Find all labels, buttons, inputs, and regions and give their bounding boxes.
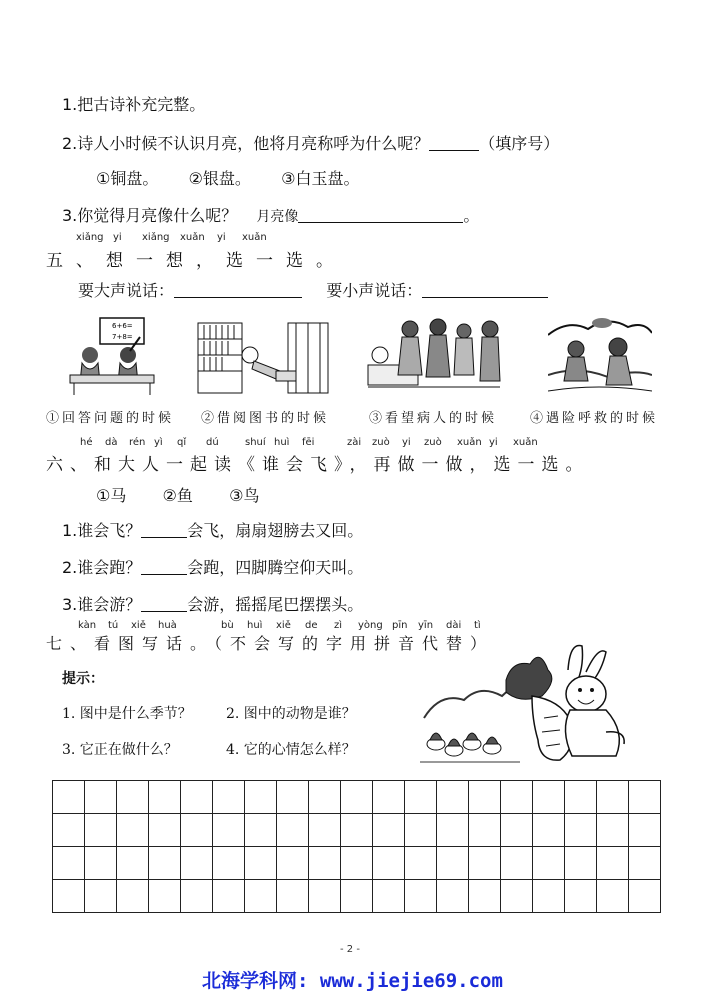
grid-cell[interactable] [181, 814, 213, 847]
who-swims-prefix: 3.谁会游？ [62, 595, 142, 614]
grid-cell[interactable] [341, 880, 373, 913]
caption-answering: ①回答问题的时候 [46, 411, 175, 426]
tip-4: 4. 它的心情怎么样？ [226, 742, 356, 758]
pinyin: xiě [131, 620, 146, 631]
grid-cell[interactable] [405, 814, 437, 847]
grid-cell[interactable] [245, 814, 277, 847]
grid-cell[interactable] [565, 880, 597, 913]
pinyin: zuò [424, 437, 442, 448]
grid-cell[interactable] [53, 847, 85, 880]
grid-cell[interactable] [629, 880, 661, 913]
rabbit-carrot-picture [420, 640, 634, 770]
poem-question-2 [62, 131, 559, 154]
grid-cell[interactable] [117, 880, 149, 913]
grid-cell[interactable] [565, 847, 597, 880]
grid-cell[interactable] [437, 880, 469, 913]
grid-cell[interactable] [277, 880, 309, 913]
answering-question-picture [60, 315, 160, 395]
grid-cell[interactable] [149, 814, 181, 847]
pinyin: yi [489, 437, 498, 448]
pinyin: zài [347, 437, 362, 448]
grid-cell[interactable] [117, 847, 149, 880]
who-flies-prefix: 1.谁会飞？ [62, 521, 142, 540]
grid-cell[interactable] [245, 781, 277, 814]
footer-site[interactable]: 北海学科网: www.jiejie69.com [202, 970, 503, 992]
grid-cell[interactable] [85, 781, 117, 814]
answer-blank-runs[interactable] [141, 558, 187, 575]
answer-blank-q3[interactable] [298, 206, 463, 223]
grid-cell[interactable] [277, 814, 309, 847]
grid-cell[interactable] [597, 814, 629, 847]
grid-cell[interactable] [437, 781, 469, 814]
moon-like-prefix: 月亮像 [256, 209, 299, 225]
grid-cell[interactable] [309, 847, 341, 880]
poem-question-2-text: 2.诗人小时候不认识月亮，他将月亮称呼为什么呢？ [62, 134, 430, 153]
pinyin: huì [247, 620, 263, 631]
grid-cell[interactable] [53, 781, 85, 814]
grid-cell[interactable] [341, 781, 373, 814]
poem-question-2-tail: （填序号） [479, 134, 560, 153]
option-horse: ①马 [96, 486, 127, 505]
pinyin: tì [474, 620, 481, 631]
pinyin: fēi [302, 437, 315, 448]
grid-cell[interactable] [533, 880, 565, 913]
pinyin: yi [113, 232, 122, 243]
grid-cell[interactable] [533, 781, 565, 814]
pinyin: rén [129, 437, 146, 448]
who-flies-suffix: 会飞，扇扇翅膀去又回。 [187, 521, 364, 540]
quiet-label: 要小声说话： [326, 281, 423, 300]
grid-cell[interactable] [597, 847, 629, 880]
who-runs-suffix: 会跑，四脚腾空仰天叫。 [187, 558, 364, 577]
grid-cell[interactable] [501, 781, 533, 814]
grid-cell[interactable] [85, 847, 117, 880]
pinyin: dú [206, 437, 219, 448]
poem-question-3-text: 3.你觉得月亮像什么呢？ [62, 206, 238, 225]
grid-cell[interactable] [597, 781, 629, 814]
pinyin: zuò [372, 437, 390, 448]
grid-cell[interactable] [437, 814, 469, 847]
grid-cell[interactable] [533, 847, 565, 880]
grid-cell[interactable] [565, 781, 597, 814]
tip-2: 2. 图中的动物是谁？ [226, 706, 356, 722]
pinyin: shuí [245, 437, 266, 448]
answer-blank-q2[interactable] [429, 134, 479, 151]
grid-cell[interactable] [341, 814, 373, 847]
grid-cell[interactable] [213, 847, 245, 880]
option-silver-plate: ②银盘。 [188, 169, 251, 188]
grid-cell[interactable] [277, 847, 309, 880]
grid-cell[interactable] [213, 781, 245, 814]
pinyin: xuǎn [457, 437, 482, 448]
caption-help: ④遇险呼救的时候 [530, 411, 659, 426]
answer-blank-quiet[interactable] [422, 281, 548, 298]
grid-cell[interactable] [373, 880, 405, 913]
grid-cell[interactable] [629, 781, 661, 814]
option-fish: ②鱼 [162, 486, 193, 505]
pinyin: de [305, 620, 318, 631]
grid-cell[interactable] [405, 847, 437, 880]
visiting-patient-picture [366, 315, 502, 395]
poem-question-3-tail: 。 [463, 206, 480, 225]
pinyin: huà [158, 620, 177, 631]
grid-cell[interactable] [501, 880, 533, 913]
grid-cell[interactable] [309, 814, 341, 847]
grid-cell[interactable] [117, 781, 149, 814]
pinyin: yi [402, 437, 411, 448]
pinyin: yòng [358, 620, 383, 631]
writing-grid[interactable] [52, 780, 661, 913]
section5-title: 五、想一想，选一选。 [46, 251, 346, 271]
grid-cell[interactable] [629, 814, 661, 847]
grid-cell[interactable] [85, 880, 117, 913]
pinyin: xiǎng [142, 232, 170, 243]
grid-cell[interactable] [373, 781, 405, 814]
library-picture [196, 315, 332, 395]
grid-cell[interactable] [245, 880, 277, 913]
grid-cell[interactable] [85, 814, 117, 847]
pinyin: yì [154, 437, 163, 448]
pinyin: bù [221, 620, 234, 631]
grid-cell[interactable] [117, 814, 149, 847]
grid-cell[interactable] [469, 880, 501, 913]
grid-cell[interactable] [597, 880, 629, 913]
who-runs-question [62, 555, 363, 578]
grid-cell[interactable] [149, 847, 181, 880]
tip-1: 1. 图中是什么季节？ [62, 706, 192, 722]
grid-cell[interactable] [501, 847, 533, 880]
who-runs-prefix: 2.谁会跑？ [62, 558, 142, 577]
grid-cell[interactable] [53, 814, 85, 847]
grid-cell[interactable] [309, 880, 341, 913]
pinyin: kàn [78, 620, 97, 631]
grid-cell[interactable] [405, 880, 437, 913]
section7-title: 七、看图写话。（不会写的字用拼音代替） [46, 634, 495, 653]
grid-cell[interactable] [469, 814, 501, 847]
pinyin: tú [108, 620, 119, 631]
tip-3: 3. 它正在做什么？ [62, 742, 178, 758]
poem-question-3 [62, 203, 479, 226]
grid-cell[interactable] [565, 814, 597, 847]
pinyin: dà [105, 437, 118, 448]
grid-cell[interactable] [181, 847, 213, 880]
grid-cell[interactable] [533, 814, 565, 847]
pinyin: xiǎng [76, 232, 104, 243]
grid-cell[interactable] [341, 847, 373, 880]
pinyin: xuǎn [242, 232, 267, 243]
grid-cell[interactable] [213, 880, 245, 913]
answer-blank-flies[interactable] [141, 521, 187, 538]
page-number: - 2 - [340, 944, 360, 955]
who-swims-suffix: 会游，摇摇尾巴摆摆头。 [187, 595, 364, 614]
grid-cell[interactable] [469, 781, 501, 814]
pinyin: xiě [276, 620, 291, 631]
poem-question-1: 1.把古诗补充完整。 [62, 95, 206, 114]
tips-label: 提示： [62, 671, 104, 687]
pinyin: qǐ [177, 437, 187, 448]
pinyin: pīn [392, 620, 408, 631]
pinyin: dài [446, 620, 462, 631]
option-bronze-plate: ①铜盘。 [96, 169, 159, 188]
pinyin: zì [334, 620, 343, 631]
loud-label: 要大声说话： [78, 281, 175, 300]
answer-blank-loud[interactable] [174, 281, 302, 298]
grid-cell[interactable] [213, 814, 245, 847]
animal-options [96, 483, 259, 506]
grid-cell[interactable] [181, 880, 213, 913]
grid-cell[interactable] [501, 814, 533, 847]
section6-title: 六、和大人一起读《谁会飞》，再做一做，选一选。 [46, 455, 590, 475]
option-bird: ③鸟 [229, 486, 260, 505]
who-flies-question [62, 518, 363, 541]
grid-cell[interactable] [437, 847, 469, 880]
grid-cell[interactable] [309, 781, 341, 814]
grid-cell[interactable] [629, 847, 661, 880]
who-swims-question [62, 592, 363, 615]
pinyin: yīn [418, 620, 434, 631]
grid-cell[interactable] [277, 781, 309, 814]
pinyin: huì [274, 437, 290, 448]
grid-cell[interactable] [149, 781, 181, 814]
grid-cell[interactable] [53, 880, 85, 913]
pinyin: xuǎn [513, 437, 538, 448]
grid-cell[interactable] [149, 880, 181, 913]
grid-cell[interactable] [373, 814, 405, 847]
board-text: 6+6= [112, 322, 133, 330]
answer-blank-swims[interactable] [141, 595, 187, 612]
pinyin: yi [217, 232, 226, 243]
grid-cell[interactable] [469, 847, 501, 880]
calling-for-help-picture [548, 315, 652, 395]
grid-cell[interactable] [181, 781, 213, 814]
grid-cell[interactable] [245, 847, 277, 880]
board-text: 7+8= [112, 333, 133, 341]
voice-choice-row [78, 278, 548, 301]
pinyin: xuǎn [180, 232, 205, 243]
caption-borrowing: ②借阅图书的时候 [201, 411, 330, 426]
pinyin: hé [80, 437, 93, 448]
grid-cell[interactable] [373, 847, 405, 880]
caption-visiting: ③看望病人的时候 [369, 411, 498, 426]
moon-options [96, 166, 359, 189]
grid-cell[interactable] [405, 781, 437, 814]
option-jade-plate: ③白玉盘。 [281, 169, 360, 188]
